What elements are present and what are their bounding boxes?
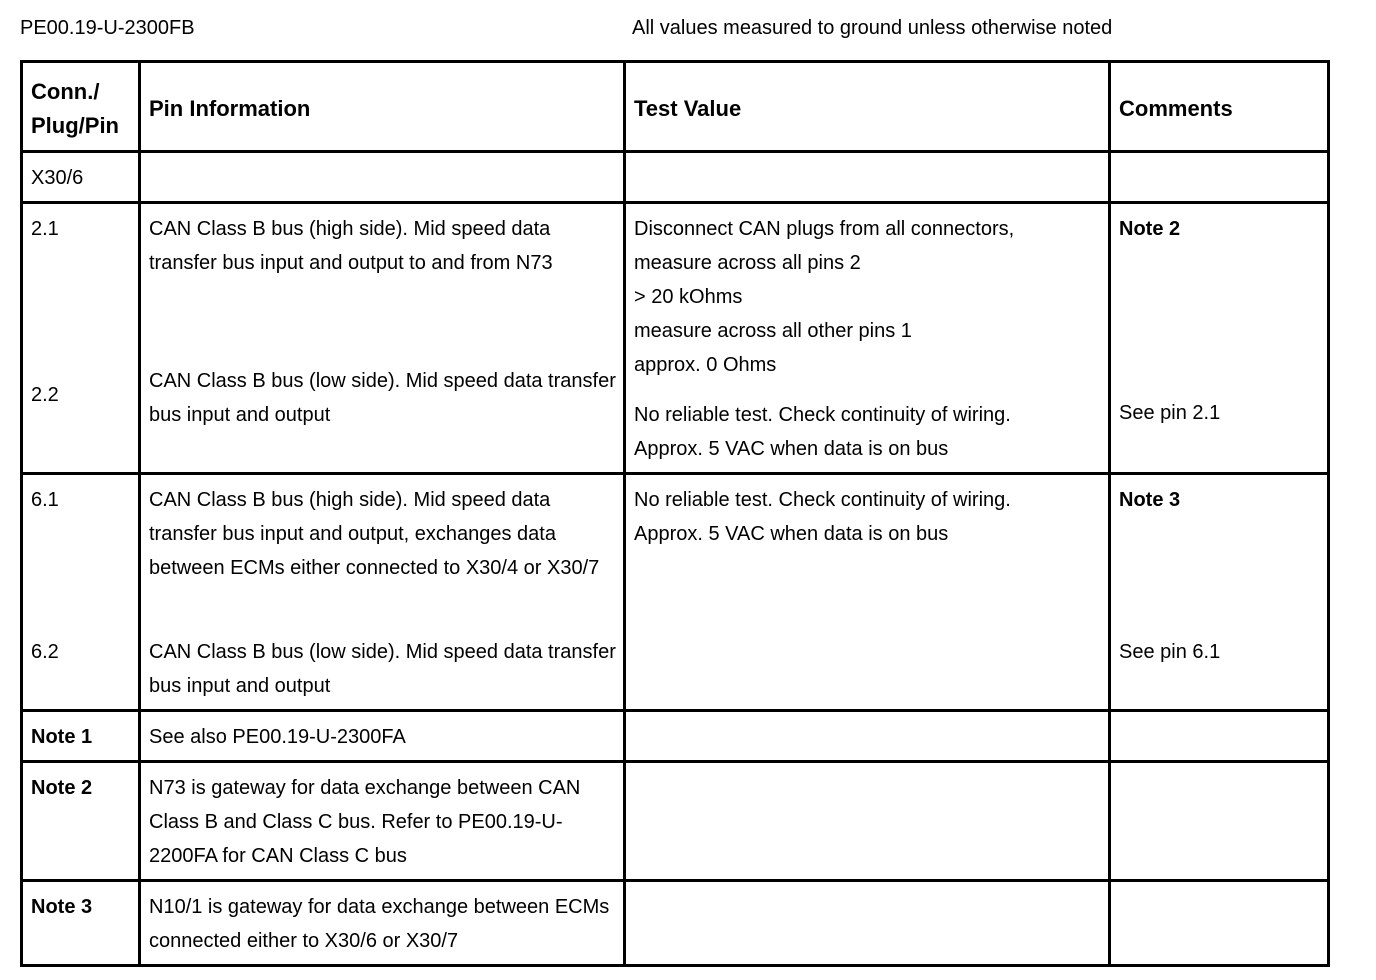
empty-cell <box>140 152 625 203</box>
connector-label: X30/6 <box>22 152 140 203</box>
test-value-line: > 20 kOhms <box>634 286 743 308</box>
col-header-pin-info-label: Pin Information <box>149 95 311 121</box>
pin-cell <box>22 203 140 474</box>
test-value-line: Disconnect CAN plugs from all connectors, <box>634 218 1015 240</box>
note-label: Note 1 <box>22 711 140 762</box>
note-text: N73 is gateway for data exchange between CAN Class B and Class C bus. Refer to PE00.19-U-2200FA for CAN Class C bus <box>140 762 625 881</box>
col-header-comments-label: Comments <box>1119 95 1233 121</box>
note-label: Note 3 <box>22 881 140 966</box>
comment-cell <box>1110 474 1329 711</box>
pin-info-text: CAN Class B bus (high side). Mid speed data transfer bus input and output, exchanges data between ECMs either connected to X30/4 or X30/7 <box>149 489 600 579</box>
note-row <box>22 711 1329 762</box>
spacer <box>31 517 131 635</box>
pin-table <box>20 60 1330 967</box>
empty-cell <box>625 152 1110 203</box>
pin-cell <box>22 474 140 711</box>
empty-cell <box>1110 881 1329 966</box>
note-text: See also PE00.19-U-2300FA <box>140 711 625 762</box>
note-row <box>22 762 1329 881</box>
pin-number: 2.2 <box>31 384 59 406</box>
comment-text: See pin 2.1 <box>1119 402 1221 424</box>
test-value-line: measure across all other pins 1 <box>634 320 912 342</box>
test-value-line: Approx. 5 VAC when data is on bus <box>634 523 949 545</box>
col-header-test-value <box>625 62 1110 152</box>
spacer <box>634 382 1101 398</box>
comment-text: Note 3 <box>1119 489 1181 511</box>
col-header-comments <box>1110 62 1329 152</box>
comment-text: Note 2 <box>1119 218 1181 240</box>
comment-cell <box>1110 203 1329 474</box>
pin-info-text: CAN Class B bus (low side). Mid speed data transfer bus input and output <box>149 641 616 697</box>
test-value-cell <box>625 474 1110 711</box>
test-value-line: No reliable test. Check continuity of wiring. <box>634 404 1011 426</box>
measurement-note: All values measured to ground unless otherwise noted <box>632 17 1113 39</box>
connector-row <box>22 152 1329 203</box>
col-header-conn-label: Conn./ Plug/Pin <box>31 78 119 138</box>
test-value-line: approx. 0 Ohms <box>634 354 777 376</box>
empty-cell <box>625 762 1110 881</box>
empty-cell <box>625 711 1110 762</box>
pin-number: 6.2 <box>31 641 59 663</box>
empty-cell <box>1110 762 1329 881</box>
col-header-test-value-label: Test Value <box>634 95 742 121</box>
test-value-line: No reliable test. Check continuity of wiring. <box>634 489 1011 511</box>
note-text: N10/1 is gateway for data exchange between ECMs connected either to X30/6 or X30/7 <box>140 881 625 966</box>
spacer <box>1119 517 1320 635</box>
test-value-line: Approx. 5 VAC when data is on bus <box>634 438 949 460</box>
document-id: PE00.19-U-2300FB <box>20 17 195 39</box>
pin-info-text: CAN Class B bus (low side). Mid speed data transfer bus input and output <box>149 370 616 426</box>
pin-info-cell <box>140 474 625 711</box>
pin-info-text: CAN Class B bus (high side). Mid speed data transfer bus input and output to and from N73 <box>149 218 553 274</box>
note-label: Note 2 <box>22 762 140 881</box>
test-value-cell <box>625 203 1110 474</box>
note-row <box>22 881 1329 966</box>
empty-cell <box>625 881 1110 966</box>
spacer <box>31 246 131 378</box>
table-row <box>22 474 1329 711</box>
empty-cell <box>1110 152 1329 203</box>
col-header-pin-info <box>140 62 625 152</box>
pin-number: 6.1 <box>31 489 59 511</box>
pin-info-cell <box>140 203 625 474</box>
comment-text: See pin 6.1 <box>1119 641 1221 663</box>
spacer <box>1119 246 1320 396</box>
test-value-line: measure across all pins 2 <box>634 252 861 274</box>
pin-number: 2.1 <box>31 218 59 240</box>
table-row <box>22 203 1329 474</box>
empty-cell <box>1110 711 1329 762</box>
header-row <box>22 62 1329 152</box>
col-header-conn <box>22 62 140 152</box>
